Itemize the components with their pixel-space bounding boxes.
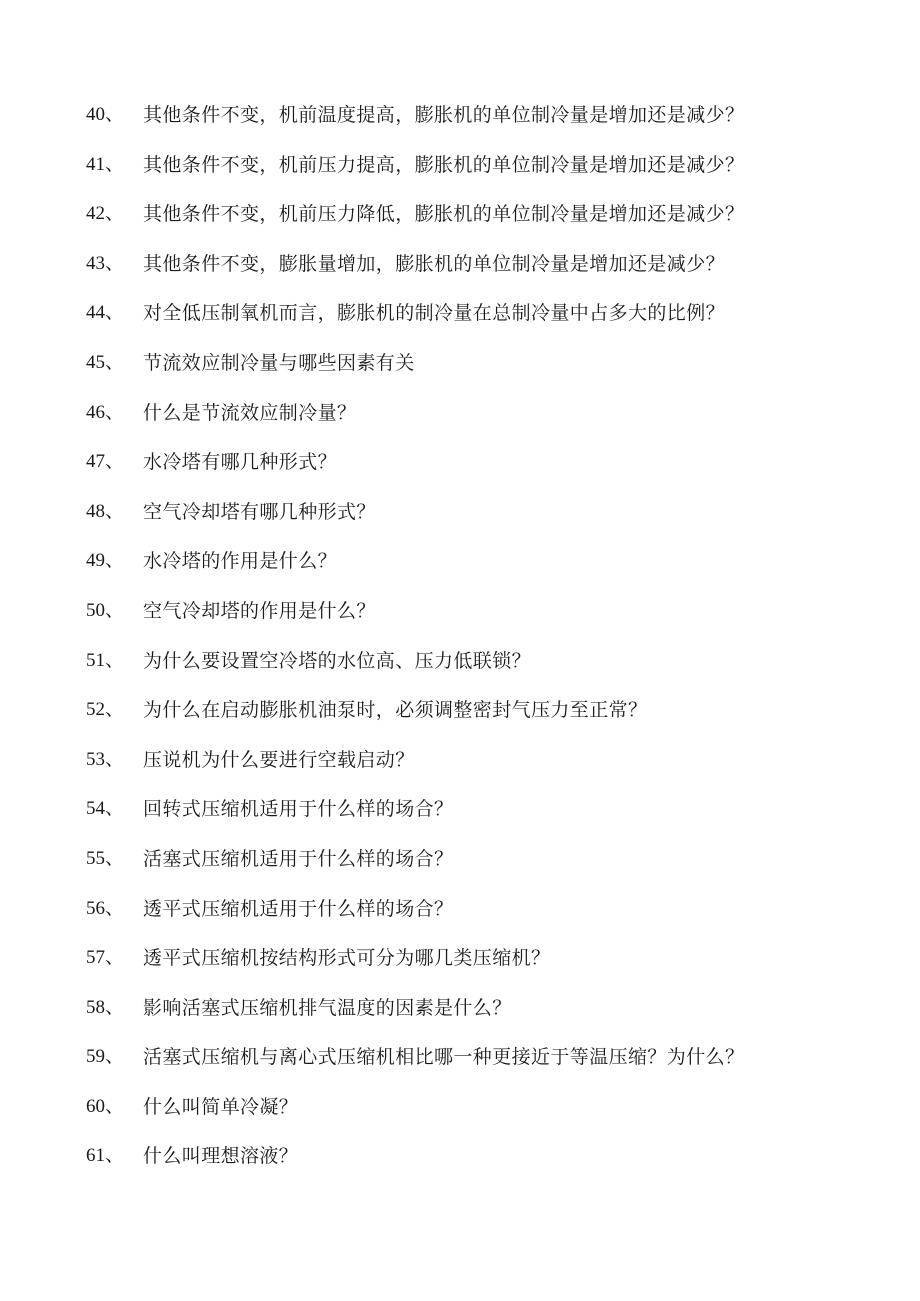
question-text: 什么是节流效应制冷量？ — [143, 401, 357, 424]
question-item — [0, 147, 920, 197]
question-number: 43、 — [86, 252, 125, 274]
question-item — [0, 742, 920, 792]
question-text: 活塞式压缩机与离心式压缩机相比哪一种更接近于等温压缩？为什么？ — [143, 1046, 745, 1069]
question-number: 56、 — [86, 897, 125, 919]
question-number: 41、 — [86, 153, 125, 175]
question-number: 57、 — [86, 947, 125, 969]
question-text: 水冷塔有哪几种形式？ — [143, 451, 338, 474]
question-number: 45、 — [86, 351, 125, 373]
question-item — [0, 543, 920, 593]
question-text: 什么叫理想溶液？ — [143, 1145, 299, 1168]
question-number: 40、 — [86, 104, 125, 125]
question-text: 节流效应制冷量与哪些因素有关 — [143, 351, 415, 374]
question-number: 58、 — [86, 996, 125, 1018]
question-item — [0, 196, 920, 246]
question-number: 55、 — [86, 847, 125, 869]
question-text: 什么叫简单冷凝？ — [143, 1095, 299, 1118]
question-number: 52、 — [86, 699, 125, 721]
question-item — [0, 1039, 920, 1089]
question-item — [0, 97, 920, 147]
question-text: 其他条件不变，机前压力提高，膨胀机的单位制冷量是增加还是减少？ — [143, 153, 745, 176]
question-number: 48、 — [86, 500, 125, 522]
question-item — [0, 444, 920, 494]
question-number: 50、 — [86, 599, 125, 621]
question-item — [0, 593, 920, 643]
question-item — [0, 643, 920, 693]
question-item — [0, 692, 920, 742]
question-number: 46、 — [86, 401, 125, 423]
question-text: 对全低压制氧机而言，膨胀机的制冷量在总制冷量中占多大的比例？ — [143, 302, 726, 325]
question-list — [0, 97, 920, 1188]
question-text: 水冷塔的作用是什么？ — [143, 550, 338, 573]
question-number: 61、 — [86, 1145, 125, 1167]
question-number: 44、 — [86, 302, 125, 324]
question-item — [0, 990, 920, 1040]
question-number: 53、 — [86, 748, 125, 770]
question-item — [0, 395, 920, 445]
question-text: 为什么要设置空冷塔的水位高、压力低联锁？ — [143, 649, 532, 672]
question-number: 49、 — [86, 550, 125, 572]
question-number: 60、 — [86, 1095, 125, 1117]
question-item — [0, 1089, 920, 1139]
question-text: 空气冷却塔有哪几种形式？ — [143, 500, 376, 523]
question-text: 其他条件不变，机前温度提高，膨胀机的单位制冷量是增加还是减少？ — [143, 104, 745, 126]
question-item — [0, 295, 920, 345]
question-text: 影响活塞式压缩机排气温度的因素是什么？ — [143, 996, 512, 1019]
question-text: 空气冷却塔的作用是什么？ — [143, 599, 376, 622]
question-item — [0, 1138, 920, 1188]
question-item — [0, 791, 920, 841]
question-text: 透平式压缩机按结构形式可分为哪几类压缩机？ — [143, 947, 551, 970]
question-item — [0, 891, 920, 941]
question-item — [0, 246, 920, 296]
question-item — [0, 494, 920, 544]
question-text: 为什么在启动膨胀机油泵时，必须调整密封气压力至正常？ — [143, 699, 648, 722]
question-text: 其他条件不变，膨胀量增加，膨胀机的单位制冷量是增加还是减少？ — [143, 252, 726, 275]
question-number: 42、 — [86, 203, 125, 225]
question-item — [0, 345, 920, 395]
question-number: 54、 — [86, 798, 125, 820]
question-number: 59、 — [86, 1046, 125, 1068]
question-item — [0, 841, 920, 891]
question-text: 活塞式压缩机适用于什么样的场合？ — [143, 847, 454, 870]
question-number: 51、 — [86, 649, 125, 671]
question-text: 透平式压缩机适用于什么样的场合？ — [143, 897, 454, 920]
question-number: 47、 — [86, 451, 125, 473]
question-text: 压说机为什么要进行空载启动？ — [143, 748, 415, 771]
question-text: 其他条件不变，机前压力降低，膨胀机的单位制冷量是增加还是减少？ — [143, 203, 745, 226]
question-text: 回转式压缩机适用于什么样的场合？ — [143, 798, 454, 821]
question-item — [0, 940, 920, 990]
